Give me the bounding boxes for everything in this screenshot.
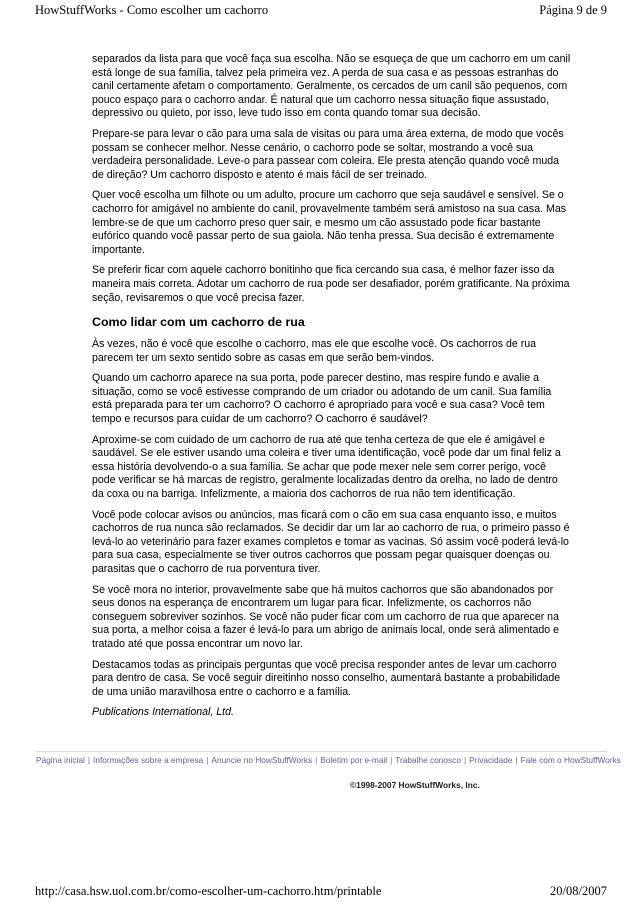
article-paragraph: Se você mora no interior, provavelmente sabe que há muitos cachorros que são abandonados por seus donos na esperança de encontrarem um lugar para ficar. Infelizmente, os cachorros não conseguem sobreviver sozinhos. Se você não puder ficar com um cachorro de rua que aparecer na sua porta, a melhor coisa a fazer é levá-lo para um abrigo de animais local, onde será alimentado e tratado até que possa encontrar um novo lar. — [92, 583, 559, 650]
footer-separator: | — [206, 755, 209, 765]
footer-link-privacy[interactable]: Privacidade — [469, 755, 513, 765]
footer-separator: | — [463, 755, 467, 765]
footer-link-contact[interactable]: Fale com o HowStuffWorks — [520, 755, 621, 765]
article-body — [92, 53, 572, 727]
article-credit: Publications International, Ltd. — [92, 706, 234, 719]
print-date: 20/08/2007 — [550, 884, 607, 898]
footer-link-advertise[interactable]: Anuncie no HowStuffWorks — [211, 755, 313, 765]
article-paragraph: Quer você escolha um filhote ou um adulto, procure um cachorro que seja saudável e sensível. Se o cachorro for amigável no ambiente do canil, provavelmente também será amistoso na sua casa. Mas lembre-se de que um cachorro preso quer sair, e mesmo um cão assustado pode ficar bastante eufórico quando você passar perto de sua gaiola. Não tenha pressa. Sua decisão é extremamente importante. — [92, 189, 567, 256]
footer-link-careers[interactable]: Trabalhe conosco — [395, 755, 461, 765]
footer-link-home[interactable]: Página inicial — [36, 755, 85, 765]
article-paragraph: Quando um cachorro aparece na sua porta, pode parecer destino, mas respire fundo e avalie a situação, como se você estivesse comprando de um criador ou adotando de um canil. Sua família está preparada para ter um cachorro? O cachorro é apropriado para você e sua casa? Você tem tempo e recursos para cuidar de um cachorro? O cachorro é saudável? — [92, 372, 552, 426]
article-paragraph: Aproxime-se com cuidado de um cachorro de rua até que tenha certeza de que ele é amigável e saudável. Se ele estiver usando uma coleira e tiver uma identificação, você pode dar um final feliz a essa história devolvendo-o a sua família. Se achar que pode mexer nele sem correr perigo, você pode verificar se há marcas de registro, geralmente localizadas dentro da orelha, no lado de dentro da coxa ou na barriga. Infelizmente, a maioria dos cachorros de rua não tem identificação. — [92, 433, 561, 501]
print-page-number: Página 9 de 9 — [539, 3, 607, 17]
footer-divider — [36, 751, 607, 752]
print-page-title: HowStuffWorks - Como escolher um cachorro — [35, 3, 269, 17]
print-page-url: http://casa.hsw.uol.com.br/como-escolher-um-cachorro.htm/printable — [35, 884, 382, 898]
copyright-notice: ©1998-2007 HowStuffWorks, Inc. — [350, 780, 480, 790]
article-paragraph: separados da lista para que você faça sua escolha. Não se esqueça de que um cachorro em um canil está longe de sua família, talvez pela primeira vez. A perda de sua casa e as pessoas estranhas do canil certamente afetam o comportamento. Geralmente, os cercados de um canil são pequenos, com pouco espaço para o cachorro andar. É natural que um cachorro nessa situação fique assustado, depressivo ou quieto, por isso, leve tudo isso em conta quando tomar sua decisão. — [92, 53, 571, 120]
print-header — [35, 3, 607, 18]
article-paragraph: Às vezes, não é você que escolhe o cachorro, mas ele que escolhe você. Os cachorros de rua parecem ter um sexto sentido sobre as casas em que serão bem-vindos. — [92, 338, 537, 364]
footer-separator: | — [390, 755, 393, 765]
footer-separator: | — [515, 755, 518, 765]
footer-separator: | — [87, 755, 91, 765]
footer-separator: | — [315, 755, 318, 765]
article-paragraph: Destacamos todas as principais perguntas que você precisa responder antes de levar um cachorro para dentro de casa. Se você seguir direitinho nosso conselho, aumentará bastante a probabilidade de uma união maravilhosa entre o cachorro e a família. — [92, 658, 561, 698]
site-footer-nav — [36, 755, 621, 765]
footer-link-company-info[interactable]: Informações sobre a empresa — [93, 755, 204, 765]
section-heading: Como lidar com um cachorro de rua — [92, 315, 305, 330]
print-footer — [35, 884, 607, 899]
article-paragraph: Se preferir ficar com aquele cachorro bonitinho que fica cercando sua casa, é melhor fazer isso da maneira mais correta. Adotar um cachorro de rua pode ser desafiador, porém gratificante. Na próxima seção, revisaremos o que você precisa fazer. — [92, 264, 570, 304]
article-paragraph: Prepare-se para levar o cão para uma sala de visitas ou para uma área externa, de modo que vocês possam se conhecer melhor. Nesse cenário, o cachorro pode se soltar, mostrando a você sua verdadeira personalidade. Leve-o para passear com coleira. Ele presta atenção quando você muda de direção? Um cachorro disposto e atento é mais fácil de ser treinado. — [92, 127, 564, 181]
article-paragraph: Você pode colocar avisos ou anúncios, mas ficará com o cão em sua casa enquanto isso, e muitos cachorros de rua nunca são reclamados. Se decidir dar um lar ao cachorro de rua, o primeiro passo é levá-lo ao veterinário para fazer exames completos e tomar as vacinas. Só assim você poderá levá-lo para sua casa, especialmente se tiver outros cachorros que possam pegar quaisquer doenças ou parasitas que o cachorro de rua porventura tiver. — [92, 508, 570, 575]
footer-link-newsletter[interactable]: Boletim por e-mail — [320, 755, 388, 765]
